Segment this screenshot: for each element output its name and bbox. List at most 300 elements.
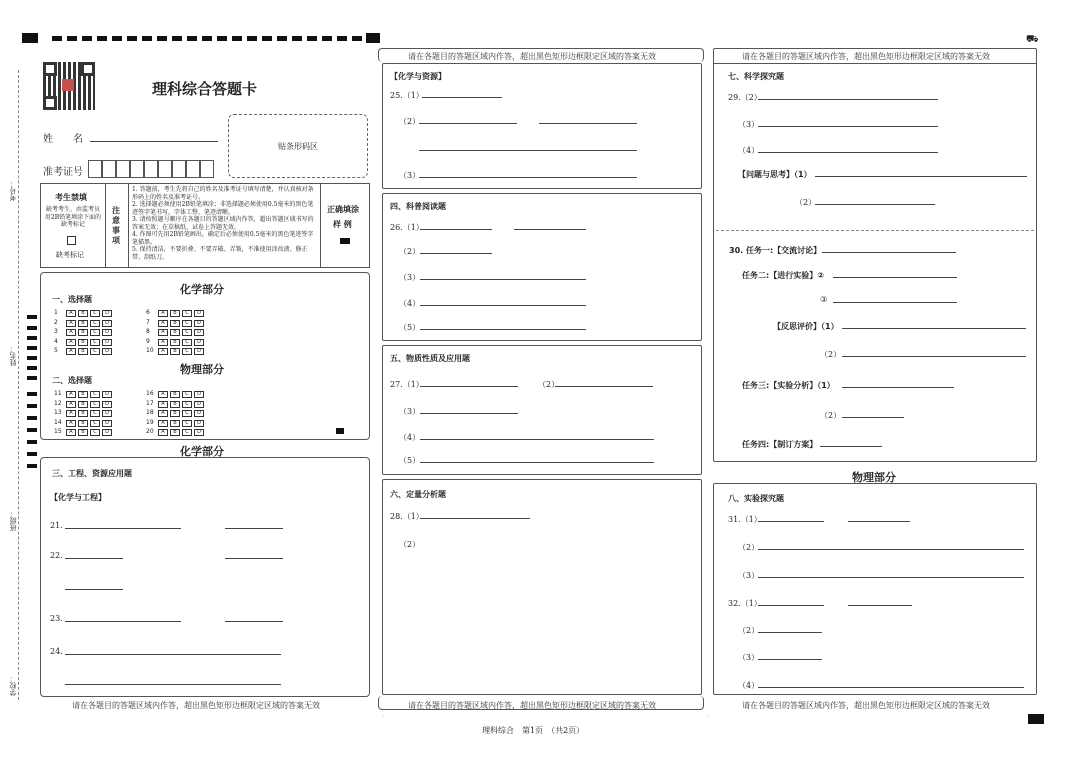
q31-p1: 31.（1） xyxy=(728,515,762,524)
answer-line[interactable] xyxy=(65,528,181,529)
answer-line[interactable] xyxy=(758,632,822,633)
col2-frame-top xyxy=(378,48,704,62)
mc-option-bubble[interactable]: A xyxy=(66,329,76,336)
mc-option-bubble[interactable]: B xyxy=(170,429,180,436)
side-timing-mark xyxy=(27,346,37,350)
mc-option-bubble[interactable]: A xyxy=(158,429,168,436)
mc-option-bubble[interactable]: B xyxy=(170,401,180,408)
side-timing-mark xyxy=(27,392,37,396)
q23-label: 23. xyxy=(50,614,63,623)
side-timing-mark xyxy=(27,416,37,420)
answer-line[interactable] xyxy=(420,413,518,414)
timing-dash xyxy=(247,36,257,41)
mc-question-row xyxy=(54,400,114,408)
mc-question-number: 6 xyxy=(146,309,150,316)
timing-dash xyxy=(52,36,62,41)
mc-option-bubble[interactable]: D xyxy=(102,410,112,417)
mc-option-bubble[interactable]: D xyxy=(194,329,204,336)
absent-mark-box[interactable] xyxy=(67,236,76,245)
mc-option-bubble[interactable]: B xyxy=(170,420,180,427)
mc-question-number: 5 xyxy=(54,347,58,354)
mc-option-bubble[interactable]: A xyxy=(66,401,76,408)
q27-p4: （4） xyxy=(399,433,421,442)
side-timing-mark xyxy=(27,356,37,360)
mc1-title: 一、选择题 xyxy=(52,295,92,304)
mc-question-number: 10 xyxy=(146,347,154,354)
mc-option-bubble[interactable]: A xyxy=(158,339,168,346)
mc-option-bubble[interactable]: C xyxy=(90,420,100,427)
mc-option-bubble[interactable]: B xyxy=(78,348,88,355)
mc-option-bubble[interactable]: C xyxy=(90,329,100,336)
side-timing-mark xyxy=(27,326,37,330)
timing-dash xyxy=(337,36,347,41)
sec5-title: 五、物质性质及应用题 xyxy=(390,354,470,363)
answer-line[interactable] xyxy=(419,123,517,124)
card-title: 理科综合答题卡 xyxy=(152,80,258,98)
mc-option-bubble[interactable]: B xyxy=(78,320,88,327)
boundary-warning: 请在各题目的答题区域内作答，超出黑色矩形边框限定区域的答案无效 xyxy=(72,701,320,710)
mc-option-bubble[interactable]: D xyxy=(194,401,204,408)
mc-option-bubble[interactable]: D xyxy=(102,391,112,398)
mc-option-bubble[interactable]: B xyxy=(170,310,180,317)
q26-p2: （2） xyxy=(399,247,421,256)
exam-no-label: 准考证号 xyxy=(43,167,83,178)
mc-option-bubble[interactable]: B xyxy=(170,348,180,355)
q32-p2: （2） xyxy=(738,626,760,635)
timing-dash xyxy=(172,36,182,41)
timing-dash xyxy=(97,36,107,41)
mc-question-number: 13 xyxy=(54,409,62,416)
mc-question-row xyxy=(54,328,114,336)
mc-question-row xyxy=(146,338,206,346)
mc-option-bubble[interactable]: C xyxy=(90,310,100,317)
corner-mark xyxy=(336,428,344,434)
timing-dash xyxy=(322,36,332,41)
q31-p2: （2） xyxy=(738,543,760,552)
q21-label: 21. xyxy=(50,521,63,530)
answer-line[interactable] xyxy=(65,654,281,655)
timing-dash xyxy=(157,36,167,41)
sec4-box xyxy=(382,193,702,341)
notes-list xyxy=(132,186,318,261)
mc-question-row xyxy=(146,319,206,327)
q28-p1: 28.（1） xyxy=(390,512,424,521)
sample-label: 样 例 xyxy=(333,220,352,229)
boundary-warning: 请在各题目的答题区域内作答，超出黑色矩形边框限定区域的答案无效 xyxy=(408,701,656,710)
forbidden-title: 考生禁填 xyxy=(55,193,87,202)
answer-line[interactable] xyxy=(822,252,956,253)
note-item: 1. 答题前，考生先将自己的姓名及准考证号填写清楚，并认真核对条形码上的姓名及准考证号。 xyxy=(132,186,314,201)
answer-line[interactable] xyxy=(848,521,910,522)
name-label: 姓 名 xyxy=(43,134,83,145)
q30-task1: 30. 任务一:【交流讨论】 xyxy=(729,246,822,255)
notes-title: 注意事项 xyxy=(112,206,120,245)
mc-option-bubble[interactable]: D xyxy=(194,410,204,417)
mc-question-row xyxy=(146,309,206,317)
exam-no-digit-box[interactable] xyxy=(88,160,102,178)
exam-no-digit-box[interactable] xyxy=(158,160,172,178)
side-timing-mark xyxy=(27,464,37,468)
timing-dash xyxy=(142,36,152,41)
q30-task3: 任务三:【实验分析】（1） xyxy=(742,381,835,390)
answer-line[interactable] xyxy=(65,589,123,590)
mc-option-bubble[interactable]: B xyxy=(78,401,88,408)
sec7-title: 七、科学探究题 xyxy=(728,72,784,81)
mc-option-bubble[interactable]: D xyxy=(102,429,112,436)
chem-section-title: 化学部分 xyxy=(180,283,224,296)
exam-no-digit-box[interactable] xyxy=(102,160,116,178)
note-item: 3. 请按照题号顺序在各题目的答题区域内作答，超出答题区域书写的答案无效；在草稿纸、试卷上答题无效。 xyxy=(132,216,314,231)
answer-line[interactable] xyxy=(758,605,824,606)
mc-option-bubble[interactable]: B xyxy=(78,410,88,417)
q26-p3: （3） xyxy=(399,273,421,282)
exam-no-digit-box[interactable] xyxy=(130,160,144,178)
q29-p2: 29.（2） xyxy=(728,93,762,102)
answer-line[interactable] xyxy=(842,356,1026,357)
mc-question-number: 9 xyxy=(146,337,150,345)
side-timing-mark xyxy=(27,452,37,456)
answer-line[interactable] xyxy=(758,99,938,100)
exam-no-digit-box[interactable] xyxy=(200,160,214,178)
mc-question-row xyxy=(146,328,206,336)
mc-question-row xyxy=(146,390,206,398)
mc-question-row xyxy=(54,428,114,436)
mc-option-bubble[interactable]: A xyxy=(66,320,76,327)
answer-line[interactable] xyxy=(555,386,653,387)
sub-chem-eng: 【化学与工程】 xyxy=(50,493,106,502)
mc-option-bubble[interactable]: B xyxy=(170,391,180,398)
answer-line[interactable] xyxy=(815,176,1027,177)
mc-option-bubble[interactable]: A xyxy=(66,310,76,317)
mc-option-bubble[interactable]: D xyxy=(194,348,204,355)
mc-option-bubble[interactable]: C xyxy=(90,391,100,398)
answer-line[interactable] xyxy=(833,302,957,303)
answer-line[interactable] xyxy=(758,521,824,522)
mc-question-number: 1 xyxy=(54,309,58,316)
mc-question-row xyxy=(146,419,206,427)
q27-p5: （5） xyxy=(399,456,421,465)
answer-line[interactable] xyxy=(225,528,283,529)
exam-no-digit-box[interactable] xyxy=(186,160,200,178)
mc-option-bubble[interactable]: D xyxy=(102,320,112,327)
mc-question-number: 14 xyxy=(54,418,62,426)
qr-code xyxy=(43,62,95,110)
correct-fill-label: 正确填涂 xyxy=(327,205,359,214)
mc-option-bubble[interactable]: B xyxy=(170,410,180,417)
mc-option-bubble[interactable]: C xyxy=(90,348,100,355)
mc-option-bubble[interactable]: A xyxy=(158,391,168,398)
mc-option-bubble[interactable]: C xyxy=(90,339,100,346)
note-item: 5. 保持清洁，不要折叠、不要弄破、弄皱，不准使用涂改液、修正带、刮纸刀。 xyxy=(132,246,308,261)
answer-line[interactable] xyxy=(420,329,586,330)
mc-question-number: 15 xyxy=(54,428,62,435)
answer-line[interactable] xyxy=(420,279,586,280)
mc-option-bubble[interactable]: A xyxy=(158,310,168,317)
mc-option-bubble[interactable]: C xyxy=(90,429,100,436)
mc-option-bubble[interactable]: B xyxy=(78,391,88,398)
answer-line[interactable] xyxy=(420,229,492,230)
answer-line[interactable] xyxy=(815,204,935,205)
mc-question-row xyxy=(54,338,114,346)
mc-option-bubble[interactable]: D xyxy=(102,329,112,336)
timing-dash xyxy=(262,36,272,41)
mc-option-bubble[interactable]: D xyxy=(194,310,204,317)
q27-p2: （2） xyxy=(538,380,560,389)
side-timing-mark xyxy=(27,376,37,380)
mc-option-bubble[interactable]: D xyxy=(102,420,112,427)
phys-section-title-2: 物理部分 xyxy=(852,471,896,484)
q31-p3: （3） xyxy=(738,571,760,580)
mc-option-bubble[interactable]: C xyxy=(182,410,192,417)
q29-think2: （2） xyxy=(795,198,817,207)
binding-line xyxy=(18,70,19,700)
answer-line[interactable] xyxy=(65,621,181,622)
q30-task3b: （2） xyxy=(820,411,842,420)
mc-question-number: 16 xyxy=(146,390,154,397)
fold-mark: · xyxy=(707,714,709,721)
mc-option-bubble[interactable]: A xyxy=(66,420,76,427)
timing-dash xyxy=(217,36,227,41)
mc-option-bubble[interactable]: B xyxy=(78,329,88,336)
answer-line[interactable] xyxy=(65,558,123,559)
answer-line[interactable] xyxy=(420,253,492,254)
mc-option-bubble[interactable]: C xyxy=(90,410,100,417)
q30-reflect: 【反思评价】（1） xyxy=(773,322,839,331)
answer-line[interactable] xyxy=(420,305,586,306)
q27-p1: 27.（1） xyxy=(390,380,424,389)
q32-p3: （3） xyxy=(738,653,760,662)
phys-section-title: 物理部分 xyxy=(180,363,224,376)
mc-question-number: 17 xyxy=(146,399,154,407)
q25-p1: 25.（1） xyxy=(390,91,424,100)
side-label-exam-no: 考号： xyxy=(9,180,17,201)
mc-option-bubble[interactable]: D xyxy=(194,429,204,436)
mc2-title: 二、选择题 xyxy=(52,376,92,385)
side-label-school: 学校： xyxy=(9,675,17,696)
note-item: 2. 选择题必须使用2B铅笔填涂；非选择题必须使用0.5毫米的黑色笔迹签字笔书写，字体工整、笔迹清晰。 xyxy=(132,201,314,216)
mc-option-bubble[interactable]: D xyxy=(194,420,204,427)
mc-question-row xyxy=(146,347,206,355)
mc-option-bubble[interactable]: D xyxy=(194,391,204,398)
mc-option-bubble[interactable]: A xyxy=(66,410,76,417)
mc-option-bubble[interactable]: D xyxy=(102,310,112,317)
boundary-warning: 请在各题目的答题区域内作答，超出黑色矩形边框限定区域的答案无效 xyxy=(408,52,656,61)
mc-option-bubble[interactable]: C xyxy=(182,429,192,436)
q29-think: 【问题与思考】（1） xyxy=(738,170,812,179)
absent-mark-label: 缺考标记 xyxy=(56,251,84,259)
timing-mark xyxy=(366,33,380,43)
side-label-name: 姓名： xyxy=(9,345,17,366)
sec4-title: 四、科普阅读题 xyxy=(390,202,446,211)
chem-section-title-2: 化学部分 xyxy=(180,445,224,458)
q30-task4: 任务四:【制订方案】 xyxy=(742,440,818,449)
mc-option-bubble[interactable]: A xyxy=(158,320,168,327)
answer-line[interactable] xyxy=(758,659,822,660)
sec5-box xyxy=(382,345,702,475)
answer-line[interactable] xyxy=(420,462,654,463)
q32-p1: 32.（1） xyxy=(728,599,762,608)
mc-option-bubble[interactable]: A xyxy=(158,420,168,427)
answer-line[interactable] xyxy=(225,558,283,559)
mc-option-bubble[interactable]: B xyxy=(170,329,180,336)
exam-no-digit-box[interactable] xyxy=(172,160,186,178)
mc-question-row xyxy=(54,319,114,327)
mc-option-bubble[interactable]: B xyxy=(78,339,88,346)
q25-p3: （3） xyxy=(399,171,421,180)
q26-p1: 26.（1） xyxy=(390,223,424,232)
boundary-warning: 请在各题目的答题区域内作答，超出黑色矩形边框限定区域的答案无效 xyxy=(742,701,990,710)
note-item: 4. 作图可先用2B铅笔画出，确定后必须使用0.5毫米的黑色笔迹签字笔描黑。 xyxy=(132,231,314,246)
answer-line[interactable] xyxy=(65,684,281,685)
answer-line[interactable] xyxy=(419,177,637,178)
answer-line[interactable] xyxy=(514,229,586,230)
name-field[interactable] xyxy=(90,141,218,142)
boundary-warning: 请在各题目的答题区域内作答，超出黑色矩形边框限定区域的答案无效 xyxy=(742,52,990,61)
side-timing-mark xyxy=(27,404,37,408)
timing-dash xyxy=(292,36,302,41)
side-timing-mark xyxy=(27,336,37,340)
mc-option-bubble[interactable]: A xyxy=(158,410,168,417)
q29-p3: （3） xyxy=(738,120,760,129)
mc-option-bubble[interactable]: C xyxy=(182,420,192,427)
mc-question-row xyxy=(54,309,114,317)
q30-task2b: ③ xyxy=(820,295,828,304)
mc-option-bubble[interactable]: D xyxy=(102,348,112,355)
timing-dash xyxy=(187,36,197,41)
scanner-icon: ⛟ xyxy=(1026,34,1039,45)
answer-line[interactable] xyxy=(842,387,954,388)
answer-line[interactable] xyxy=(833,277,957,278)
mc-question-row xyxy=(146,428,206,436)
mc-option-bubble[interactable]: C xyxy=(182,320,192,327)
q26-p5: （5） xyxy=(399,323,421,332)
side-timing-mark xyxy=(27,440,37,444)
mc-question-number: 20 xyxy=(146,428,154,435)
mc-question-row xyxy=(146,400,206,408)
mc-option-bubble[interactable]: C xyxy=(182,329,192,336)
answer-line[interactable] xyxy=(758,549,1024,550)
timing-dash xyxy=(82,36,92,41)
sec6-box xyxy=(382,479,702,695)
side-timing-mark xyxy=(27,428,37,432)
mc-option-bubble[interactable]: B xyxy=(78,310,88,317)
exam-no-digit-box[interactable] xyxy=(116,160,130,178)
q27-p3: （3） xyxy=(399,407,421,416)
sec3-title: 三、工程、资源应用题 xyxy=(52,469,132,478)
barcode-area-label: 贴条形码区 xyxy=(278,142,318,151)
answer-line[interactable] xyxy=(758,152,938,153)
mc-option-bubble[interactable]: A xyxy=(66,348,76,355)
mc-option-bubble[interactable]: C xyxy=(182,348,192,355)
side-timing-mark xyxy=(27,315,37,319)
timing-dash xyxy=(202,36,212,41)
timing-dash xyxy=(307,36,317,41)
answer-line[interactable] xyxy=(420,439,654,440)
timing-dash xyxy=(127,36,137,41)
mc-option-bubble[interactable]: B xyxy=(78,429,88,436)
mc-option-bubble[interactable]: A xyxy=(158,401,168,408)
timing-dash xyxy=(112,36,122,41)
sec6-title: 六、定量分析题 xyxy=(390,490,446,499)
mc-option-bubble[interactable]: D xyxy=(102,339,112,346)
mc-question-number: 12 xyxy=(54,399,62,407)
q29-p4: （4） xyxy=(738,146,760,155)
mc-question-row xyxy=(146,409,206,417)
answer-line[interactable] xyxy=(539,123,637,124)
mc-option-bubble[interactable]: D xyxy=(102,401,112,408)
mc-question-row xyxy=(54,347,114,355)
timing-dash xyxy=(232,36,242,41)
mc-option-bubble[interactable]: A xyxy=(66,391,76,398)
timing-mark xyxy=(1028,714,1044,724)
q24-label: 24. xyxy=(50,647,63,656)
side-label-class: 班级： xyxy=(9,510,17,531)
sec8-title: 八、实验探究题 xyxy=(728,494,784,503)
answer-line[interactable] xyxy=(422,97,502,98)
timing-dash xyxy=(67,36,77,41)
mc-option-bubble[interactable]: C xyxy=(90,401,100,408)
answer-line[interactable] xyxy=(848,605,912,606)
mc-option-bubble[interactable]: B xyxy=(170,320,180,327)
answer-line[interactable] xyxy=(758,577,1024,578)
mc-option-bubble[interactable]: C xyxy=(90,320,100,327)
mc-option-bubble[interactable]: A xyxy=(158,329,168,336)
answer-line[interactable] xyxy=(842,417,904,418)
timing-dash xyxy=(352,36,362,41)
mc-question-row xyxy=(54,409,114,417)
sub-chem-res: 【化学与资源】 xyxy=(390,72,446,81)
q30-reflect2: （2） xyxy=(820,350,842,359)
mc-option-bubble[interactable]: A xyxy=(158,348,168,355)
answer-line[interactable] xyxy=(419,150,637,151)
q28-p2: （2） xyxy=(399,540,421,549)
mc-option-bubble[interactable]: C xyxy=(182,310,192,317)
fold-mark: · xyxy=(382,714,384,721)
q30-task2: 任务二:【进行实验】② xyxy=(742,271,824,280)
mc-option-bubble[interactable]: B xyxy=(170,339,180,346)
mc-option-bubble[interactable]: C xyxy=(182,401,192,408)
answer-line[interactable] xyxy=(758,687,1024,688)
sample-filled-bubble xyxy=(340,238,350,244)
mc-question-number: 3 xyxy=(54,328,58,335)
mc-option-bubble[interactable]: C xyxy=(182,391,192,398)
mc-question-number: 2 xyxy=(54,318,58,326)
mc-option-bubble[interactable]: A xyxy=(66,429,76,436)
page-footer: 理科综合 第1页 （共2页） xyxy=(482,726,585,735)
exam-no-digit-box[interactable] xyxy=(144,160,158,178)
mc-option-bubble[interactable]: D xyxy=(194,320,204,327)
answer-line[interactable] xyxy=(225,621,283,622)
mc-option-bubble[interactable]: B xyxy=(78,420,88,427)
mc-option-bubble[interactable]: C xyxy=(182,339,192,346)
answer-line[interactable] xyxy=(420,518,530,519)
timing-dash xyxy=(277,36,287,41)
mc-question-number: 18 xyxy=(146,409,154,416)
answer-line[interactable] xyxy=(420,386,518,387)
mc-option-bubble[interactable]: D xyxy=(194,339,204,346)
q26-p4: （4） xyxy=(399,299,421,308)
mc-option-bubble[interactable]: A xyxy=(66,339,76,346)
answer-line[interactable] xyxy=(842,328,1026,329)
q22-label: 22. xyxy=(50,551,63,560)
forbidden-text: 缺考考生，由监考员用2B铅笔填涂下面的缺考标记 xyxy=(44,206,102,228)
mc-question-number: 19 xyxy=(146,418,154,426)
mc-question-number: 4 xyxy=(54,337,58,345)
mc-question-number: 7 xyxy=(146,318,150,326)
answer-line[interactable] xyxy=(758,126,938,127)
answer-line[interactable] xyxy=(820,446,882,447)
mc-question-number: 11 xyxy=(54,390,62,397)
